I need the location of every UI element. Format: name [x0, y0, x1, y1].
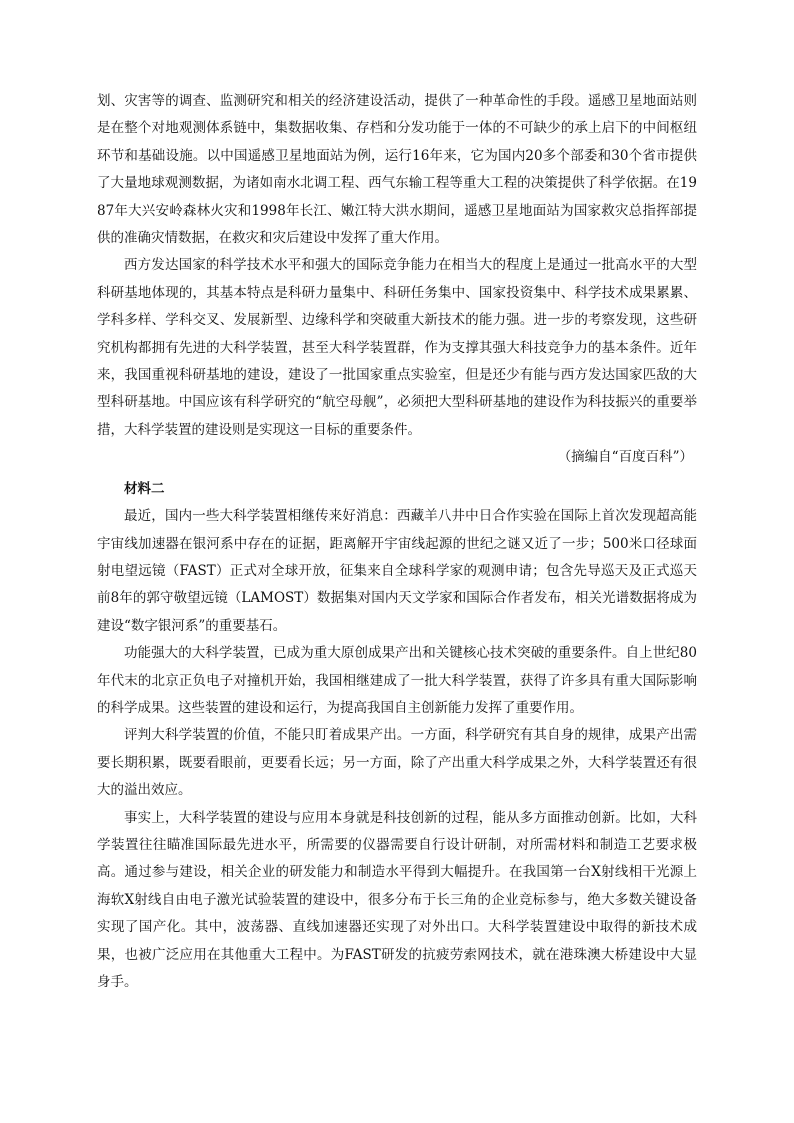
- material-one-paragraph: 西方发达国家的科学技术水平和强大的国际竞争能力在相当大的程度上是通过一批高水平的大型科研基地体现的，其基本特点是科研力量集中、科研任务集中、国家投资集中、科学技术成果累累、学科多样、学科交叉、发展新型、边缘科学和突破重大新技术的能力强。进一步的考察发现，这些研究机构都拥有先进的大科学装置，甚至大科学装置群，作为支撑其强大科技竞争力的基本条件。近年来，我国重视科研基地的建设，建设了一批国家重点实验室，但是还少有能与西方发达国家匹敌的大型科研基地。中国应该有科学研究的“航空母舰”，必须把大型科研基地的建设作为科技振兴的重要举措，大科学装置的建设则是实现这一目标的重要条件。: [97, 257, 697, 438]
- material-two-paragraph: 事实上，大科学装置的建设与应用本身就是科技创新的过程，能从多方面推动创新。比如，大科学装置往往瞄准国际最先进水平，所需要的仪器需要自行设计研制，对所需材料和制造工艺要求极高。通过参与建设，相关企业的研发能力和制造水平得到大幅提升。在我国第一台X射线相干光源上海软X射线自由电子激光试验装置的建设中，很多分布于长三角的企业竞标参与，绝大多数关键设备实现了国产化。其中，波荡器、直线加速器还实现了对外出口。大科学装置建设中取得的新技术成果，也被广泛应用在其他重大工程中。为FAST研发的抗疲劳索网技术，就在港珠澳大桥建设中大显身手。: [97, 809, 697, 990]
- material-one-paragraph-continued: 划、灾害等的调查、监测研究和相关的经济建设活动，提供了一种革命性的手段。遥感卫星地面站则是在整个对地观测体系链中，集数据收集、存档和分发功能于一体的不可缺少的承上启下的中间枢纽环节和基础设施。以中国遥感卫星地面站为例，运行16年来，它为国内20多个部委和30个省市提供了大量地球观测数据，为诸如南水北调工程、西气东输工程等重大工程的决策提供了科学依据。在1987年大兴安岭森林火灾和1998年长江、嫩江特大洪水期间，遥感卫星地面站为国家救灾总指挥部提供的准确灾情数据，在救灾和灾后建设中发挥了重大作用。: [97, 93, 697, 247]
- document-page: [97, 88, 697, 996]
- material-two-title: 材料二: [124, 480, 165, 497]
- material-two-paragraph: 最近，国内一些大科学装置相继传来好消息：西藏羊八井中日合作实验在国际上首次发现超高能宇宙线加速器在银河系中存在的证据，距离解开宇宙线起源的世纪之谜又近了一步；500米口径球面射电望远镜（FAST）正式对全球开放，征集来自全球科学家的观测申请；包含先导巡天及正式巡天前8年的郭守敬望远镜（LAMOST）数据集对国内天文学家和国际合作者发布，相关光谱数据将成为建设“数字银河系”的重要基石。: [97, 508, 697, 634]
- material-two-paragraph: 功能强大的大科学装置，已成为重大原创成果产出和关键核心技术突破的重要条件。自上世纪80年代末的北京正负电子对撞机开始，我国相继建成了一批大科学装置，获得了许多具有重大国际影响的科学成果。这些装置的建设和运行，为提高我国自主创新能力发挥了重要作用。: [97, 645, 697, 716]
- material-one-section: [97, 88, 697, 472]
- material-two-paragraph: 评判大科学装置的价值，不能只盯着成果产出。一方面，科学研究有其自身的规律，成果产出需要长期积累，既要看眼前，更要看长远；另一方面，除了产出重大科学成果之外，大科学装置还有很大的溢出效应。: [97, 727, 697, 799]
- material-two-section: [97, 476, 697, 997]
- source-citation: （摘编自“百度百科”）: [557, 449, 693, 466]
